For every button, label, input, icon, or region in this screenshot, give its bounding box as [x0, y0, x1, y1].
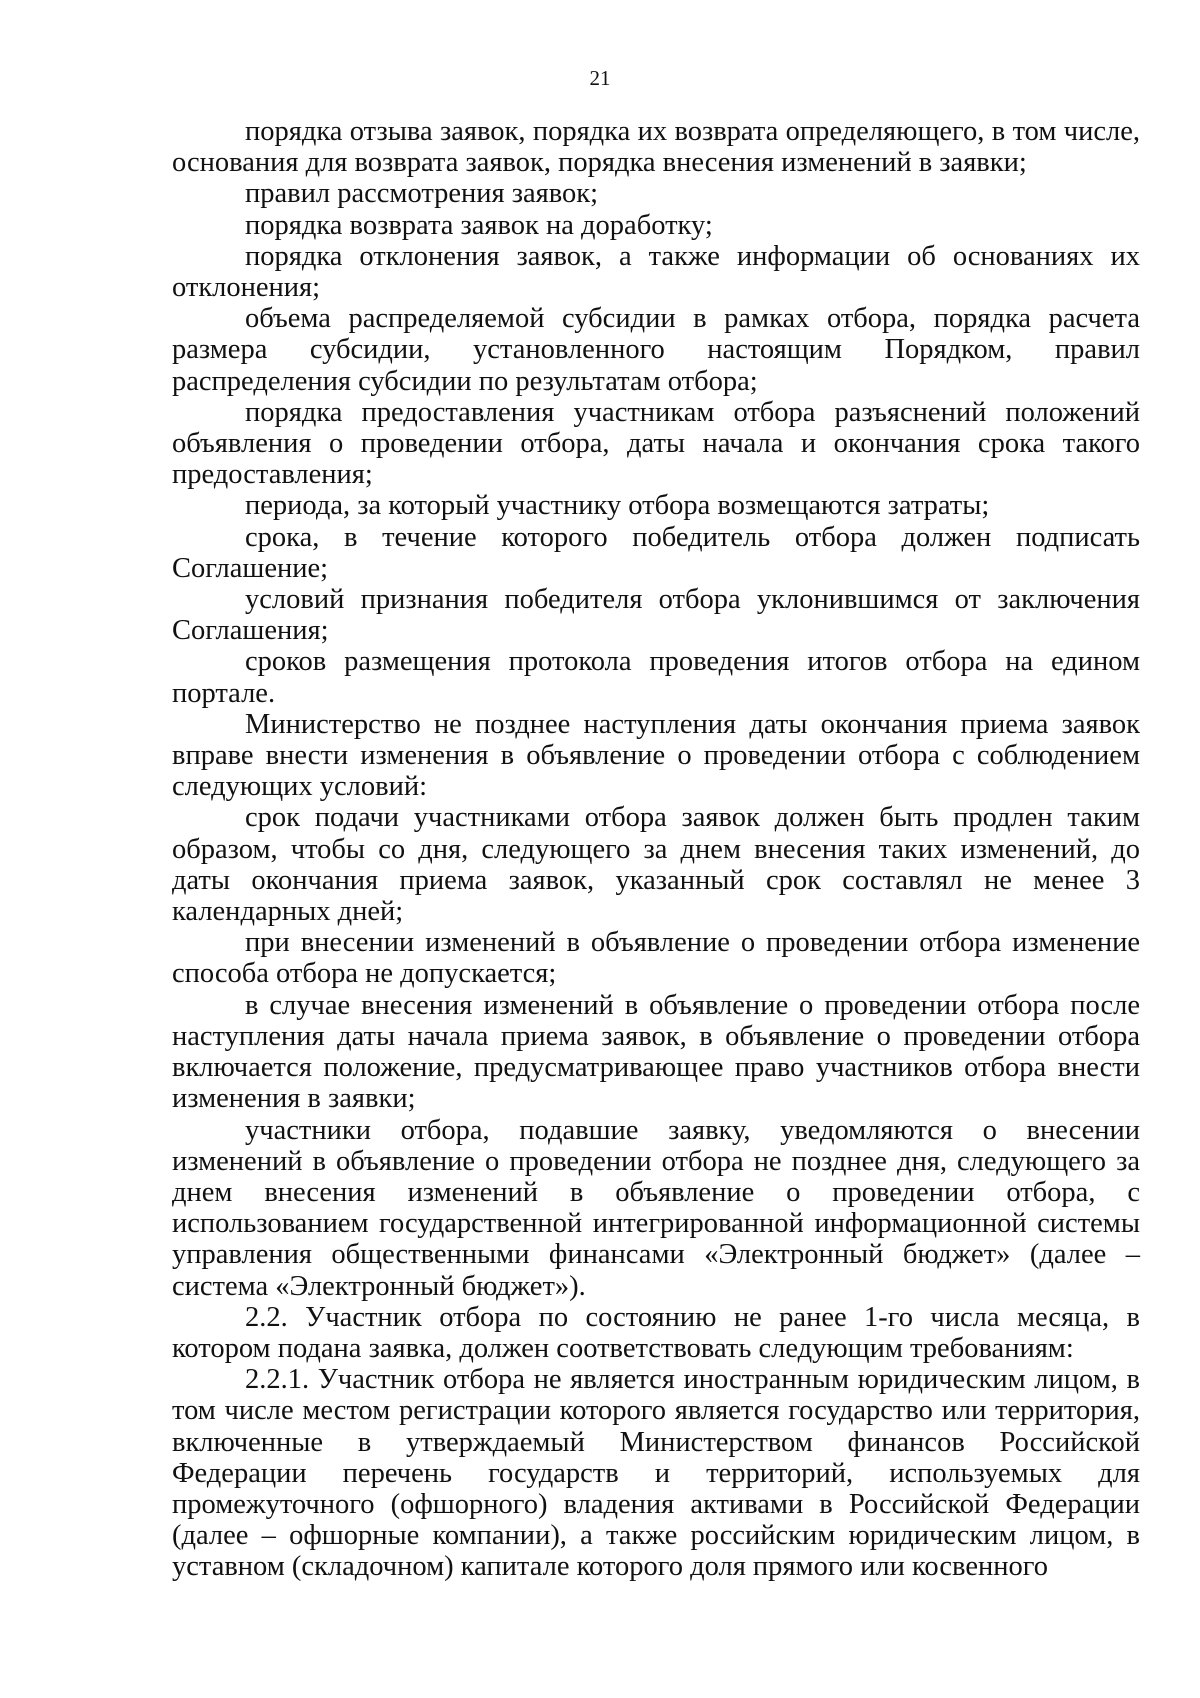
paragraph: объема распределяемой субсидии в рамках отбора, порядка расчета размера субсидии, установленного настоящим Порядком, правил распределения субсидии по результатам отбора; [172, 303, 1140, 397]
page-number: 21 [589, 66, 611, 90]
paragraph: условий признания победителя отбора уклонившимся от заключения Соглашения; [172, 584, 1140, 647]
paragraph: в случае внесения изменений в объявление о проведении отбора после наступления даты начала приема заявок, в объявление о проведении отбора включается положение, предусматривающее право участников отбора внести изменения в заявки; [172, 989, 1140, 1115]
paragraph: при внесении изменений в объявление о проведении отбора изменение способа отбора не допускается; [172, 927, 1140, 990]
paragraph: 2.2.1. Участник отбора не является иностранным юридическим лицом, в том числе местом регистрации которого является государство или территория, включенные в утверждаемый Министерством финансов Российской Федерации перечень государств и территорий, используемых для промежуточного (офшорного) владения активами в Российской Федерации (далее – офшорные компании), а также российским юридическим лицом, в уставном (складочном) капитале которого доля прямого или косвенного [172, 1364, 1140, 1583]
document-body [172, 116, 1140, 1583]
paragraph: порядка предоставления участникам отбора разъяснений положений объявления о проведении отбора, даты начала и окончания срока такого предоставления; [172, 396, 1140, 491]
paragraph: правил рассмотрения заявок; [245, 178, 599, 210]
paragraph: периода, за который участнику отбора возмещаются затраты; [245, 490, 990, 522]
paragraph: срока, в течение которого победитель отбора должен подписать Соглашение; [172, 521, 1140, 584]
paragraph: порядка отклонения заявок, а также информации об основаниях их отклонения; [172, 240, 1140, 304]
paragraph: порядка отзыва заявок, порядка их возврата определяющего, в том числе, основания для возврата заявок, порядка внесения изменений в заявки; [172, 116, 1140, 179]
paragraph: Министерство не позднее наступления даты окончания приема заявок вправе внести изменения в объявление о проведении отбора с соблюдением следующих условий: [172, 708, 1140, 803]
paragraph: участники отбора, подавшие заявку, уведомляются о внесении изменений в объявление о проведении отбора не позднее дня, следующего за днем внесения изменений в объявление о проведении отбора, с использованием государственной интегрированной информационной системы управления общественными финансами «Электронный бюджет» (далее – система «Электронный бюджет»). [172, 1114, 1140, 1302]
paragraph: срок подачи участниками отбора заявок должен быть продлен таким образом, чтобы со дня, следующего за днем внесения таких изменений, до даты окончания приема заявок, указанный срок составлял не менее 3 календарных дней; [172, 802, 1140, 928]
paragraph: сроков размещения протокола проведения итогов отбора на едином портале. [172, 646, 1140, 709]
paragraph: 2.2. Участник отбора по состоянию не ранее 1-го числа месяца, в котором подана заявка, должен соответствовать следующим требованиям: [172, 1301, 1140, 1364]
paragraph: порядка возврата заявок на доработку; [245, 209, 713, 241]
